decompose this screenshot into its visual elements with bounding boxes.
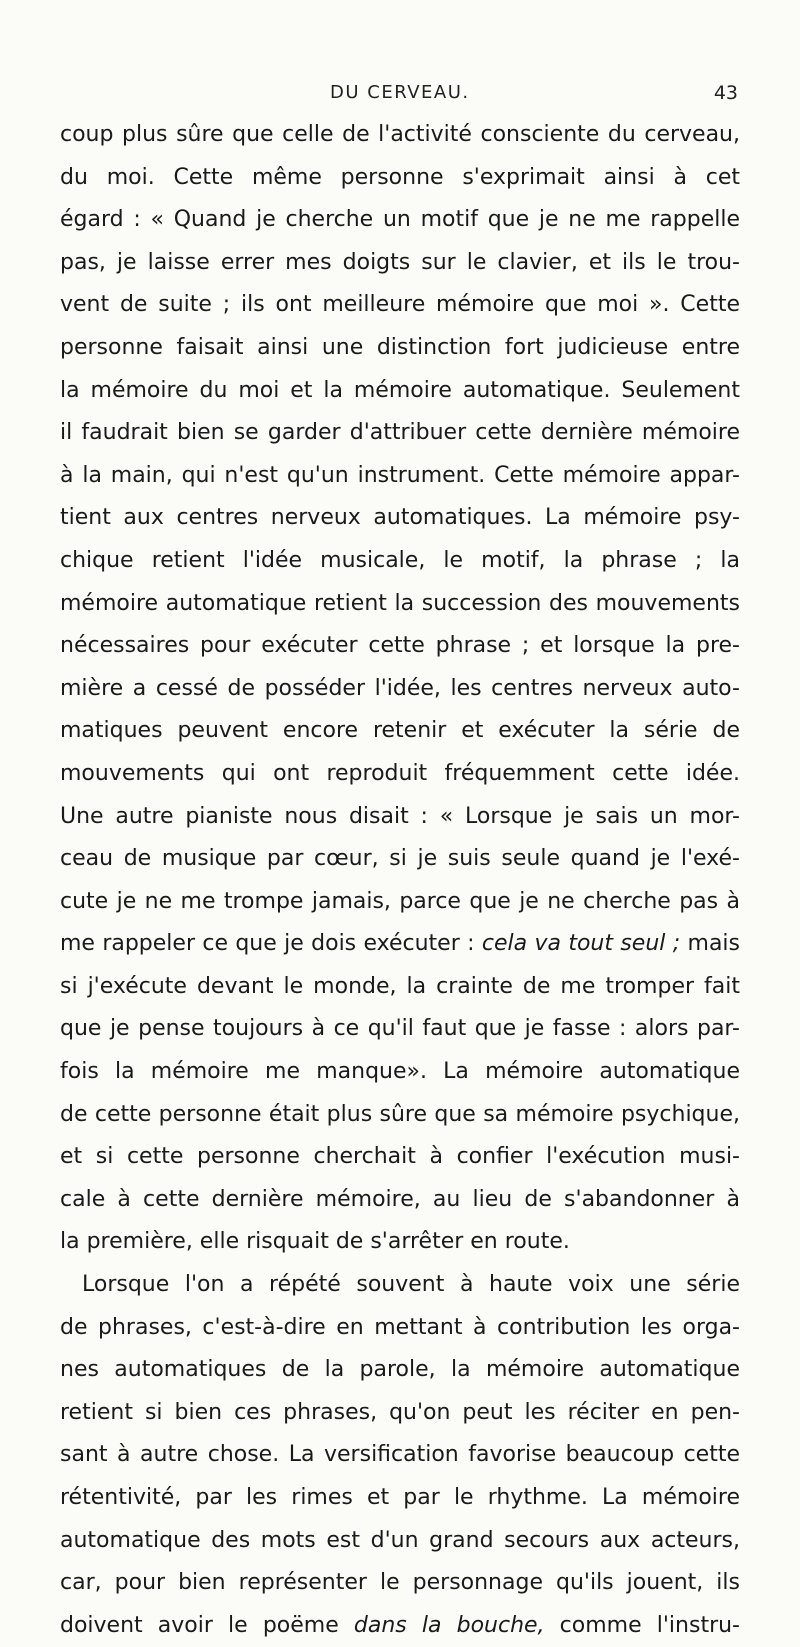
page-header	[0, 82, 800, 112]
text-line: vent de suite ; ils ont meilleure mémoire que moi ». Cette	[60, 292, 740, 318]
text-line: tient aux centres nerveux automatiques. La mémoire psy-	[60, 505, 740, 531]
text-line: car, pour bien représenter le personnage qu'ils jouent, ils	[60, 1570, 740, 1596]
text-line: mière a cessé de posséder l'idée, les centres nerveux auto-	[60, 675, 740, 701]
text-line: sant à autre chose. La versification favorise beaucoup cette	[60, 1442, 740, 1468]
text-line: que je pense toujours à ce qu'il faut que je fasse : alors par-	[60, 1016, 740, 1042]
text-line: la première, elle risquait de s'arrêter en route.	[60, 1229, 570, 1255]
page-number: 43	[713, 82, 738, 104]
italic-text: dans la bouche,	[353, 1612, 545, 1638]
text-line: nécessaires pour exécuter cette phrase ; et lorsque la pre-	[60, 633, 740, 659]
running-head: DU CERVEAU.	[330, 82, 470, 103]
text-line: chique retient l'idée musicale, le motif, la phrase ; la	[60, 547, 740, 573]
text-line: fois la mémoire me manque». La mémoire automatique	[60, 1059, 740, 1085]
text-line: Lorsque l'on a répété souvent à haute voix une série	[82, 1272, 740, 1298]
text-line: coup plus sûre que celle de l'activité consciente du cerveau,	[60, 122, 740, 147]
text-line: mouvements qui ont reproduit fréquemment cette idée.	[60, 760, 740, 786]
text-line	[60, 1605, 740, 1647]
text-segment: comme l'instru-	[544, 1612, 740, 1638]
text-line: cute je ne me trompe jamais, parce que je ne cherche pas à	[60, 888, 740, 914]
text-line: si j'exécute devant le monde, la crainte de me tromper fait	[60, 973, 740, 999]
text-line: à la main, qui n'est qu'un instrument. Cette mémoire appar-	[60, 462, 740, 488]
text-line: et si cette personne cherchait à confier l'exécution musi-	[60, 1144, 740, 1170]
text-line: la mémoire du moi et la mémoire automatique. Seulement	[60, 377, 740, 403]
italic-text: cela va tout seul ;	[481, 931, 681, 957]
text-line: mémoire automatique retient la succession des mouvements	[60, 590, 740, 616]
text-line: retient si bien ces phrases, qu'on peut les réciter en pen-	[60, 1399, 740, 1425]
text-segment: me rappeler ce que je dois exécuter :	[60, 931, 482, 957]
text-line: Une autre pianiste nous disait : « Lorsque je sais un mor-	[60, 803, 740, 829]
text-line: il faudrait bien se garder d'attribuer cette dernière mémoire	[60, 420, 740, 446]
text-line: automatique des mots est d'un grand secours aux acteurs,	[60, 1527, 740, 1553]
text-segment: mais	[680, 931, 740, 957]
text-segment: doivent avoir le poëme	[60, 1612, 354, 1638]
text-line: matiques peuvent encore retenir et exécuter la série de	[60, 718, 740, 744]
text-line: du moi. Cette même personne s'exprimait ainsi à cet	[60, 164, 740, 190]
text-line: ceau de musique par cœur, si je suis seule quand je l'exé-	[60, 846, 740, 872]
text-line: de phrases, c'est-à-dire en mettant à contribution les orga-	[60, 1314, 740, 1340]
text-line: égard : « Quand je cherche un motif que je ne me rappelle	[60, 207, 740, 233]
text-line	[60, 923, 740, 966]
text-line: pas, je laisse errer mes doigts sur le clavier, et ils le trou-	[60, 249, 740, 275]
text-line: cale à cette dernière mémoire, au lieu de s'abandonner à	[60, 1186, 740, 1212]
text-line: personne faisait ainsi une distinction fort judicieuse entre	[60, 334, 740, 360]
body-text	[60, 114, 740, 1647]
text-line: nes automatiques de la parole, la mémoire automatique	[60, 1357, 740, 1383]
text-line: rétentivité, par les rimes et par le rhythme. La mémoire	[60, 1485, 740, 1510]
text-line: de cette personne était plus sûre que sa mémoire psychique,	[60, 1101, 740, 1127]
